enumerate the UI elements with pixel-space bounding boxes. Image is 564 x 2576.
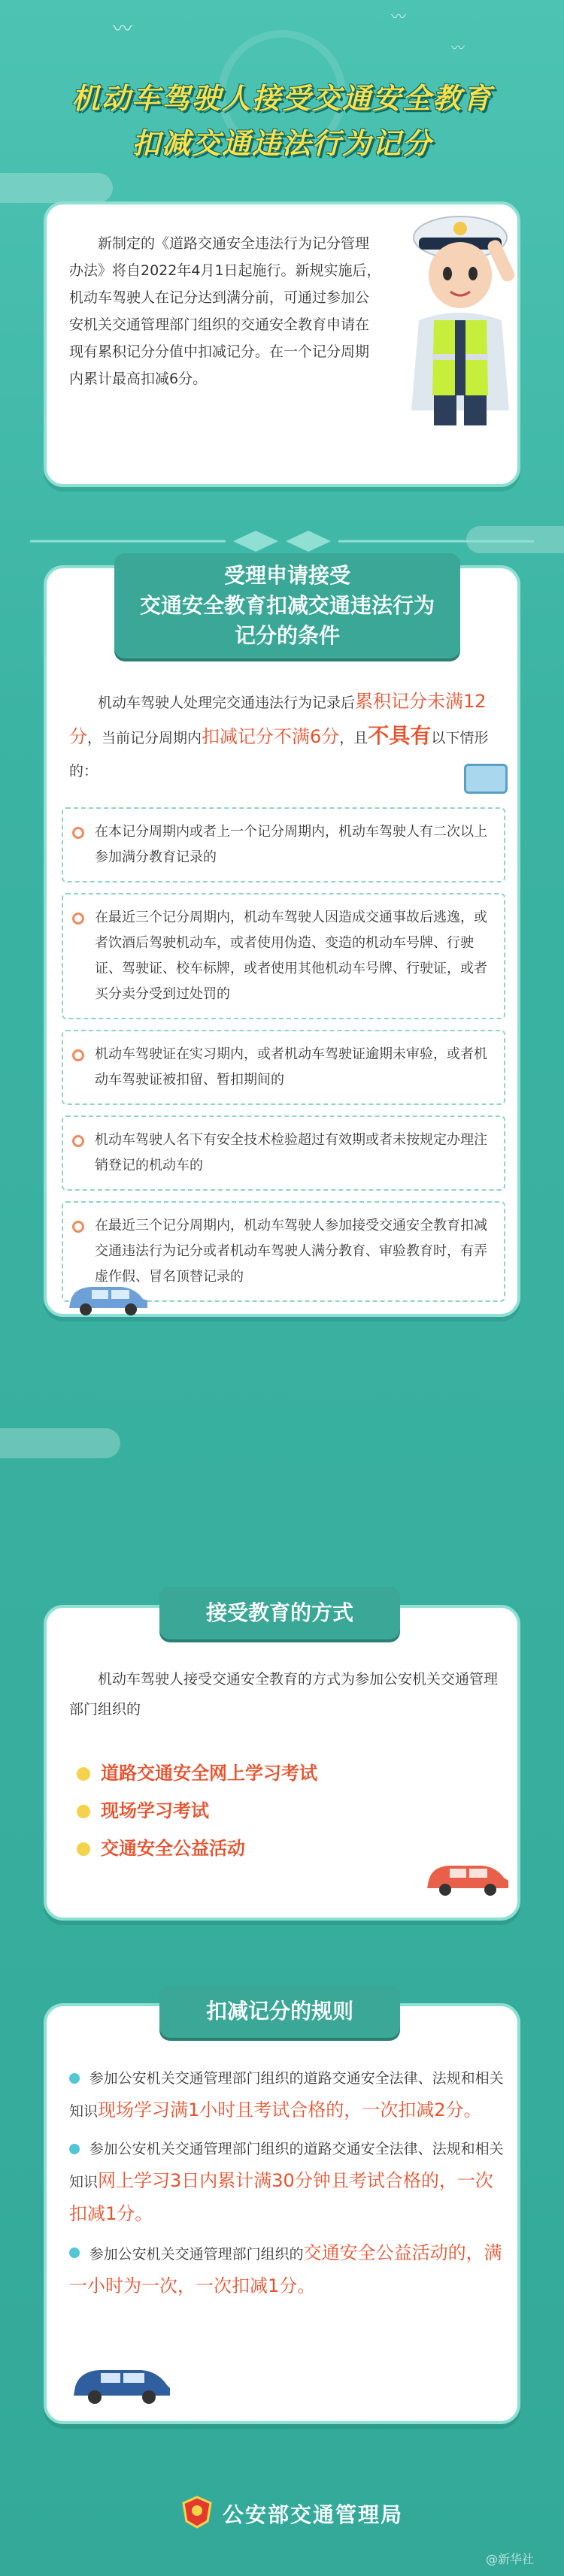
list-item bbox=[69, 2063, 505, 2127]
bullet-icon bbox=[77, 1805, 90, 1818]
rule-text: 参加公安机关交通管理部门组织的道路交通安全法律、法规和相关知识 bbox=[69, 2070, 504, 2120]
list-item bbox=[77, 1830, 453, 1867]
list-item bbox=[77, 1792, 453, 1830]
lead-text: ，当前记分周期内 bbox=[87, 730, 202, 746]
bird-icon: 〰 bbox=[113, 18, 133, 41]
rule-highlight: 交通安全公益活动的，满一小时为一次，一次扣减1分。 bbox=[69, 2242, 502, 2296]
list-item bbox=[69, 2133, 505, 2231]
education-ribbon: 接受教育的方式 bbox=[159, 1587, 400, 1639]
list-item bbox=[62, 1030, 505, 1105]
organization-name: 公安部交通管理局 bbox=[223, 2502, 404, 2527]
section-divider bbox=[0, 526, 564, 556]
list-item-text: 在最近三个记分周期内，机动车驾驶人因造成交通事故后逃逸，或者饮酒后驾驶机动车，或者使用伪造、变造的机动车号牌、行驶证、驾驶证、校车标牌，或者使用其他机动车号牌、行驶证，或者买分卖分受到过处罚的 bbox=[95, 910, 487, 1002]
rule-text: 参加公安机关交通管理部门组织的 bbox=[89, 2246, 304, 2263]
header bbox=[0, 0, 564, 188]
bullet-icon bbox=[72, 1135, 84, 1147]
list-item-text: 机动车驾驶人名下有安全技术检验超过有效期或者未按规定办理注销登记的机动车的 bbox=[95, 1132, 487, 1173]
footer bbox=[0, 2481, 564, 2541]
rules-card bbox=[44, 1999, 520, 2424]
rule-highlight: 网上学习3日内累计满30分钟且考试合格的，一次扣减1分。 bbox=[69, 2170, 493, 2224]
lead-text: 机动车驾驶人处理完交通违法行为记录后 bbox=[98, 695, 356, 711]
education-card bbox=[44, 1600, 520, 1921]
conditions-ribbon bbox=[114, 553, 460, 658]
bullet-icon bbox=[72, 913, 84, 925]
education-lead: 机动车驾驶人接受交通安全教育的方式为参加公安机关交通管理部门组织的 bbox=[69, 1671, 499, 1718]
driving-licence-icon bbox=[464, 764, 508, 794]
police-badge-icon bbox=[180, 2496, 214, 2529]
lead-text: ，且 bbox=[339, 730, 368, 746]
ribbon-text: 交通安全教育扣减交通违法行为 bbox=[139, 593, 435, 618]
page-title-line1: 机动车驾驶人接受交通安全教育 bbox=[71, 82, 493, 115]
blue-car-icon bbox=[63, 1278, 153, 1315]
bird-icon: 〰 bbox=[451, 41, 465, 56]
intro-text: 新制定的《道路交通安全违法行为记分管理办法》将自2022年4月1日起施行。新规实施后，机动车驾驶人在记分达到满分前，可通过参加公安机关交通管理部门组织的交通安全教育申请在现有累积记分分值中扣减记分。在一个记分周期内累计最高扣减6分。 bbox=[69, 235, 381, 387]
education-list bbox=[77, 1754, 453, 1867]
intro-card bbox=[44, 201, 520, 487]
lead-emphasis: 不具有 bbox=[368, 723, 432, 748]
rule-text: 参加公安机关交通管理部门组织的道路交通安全法律、法规和相关知识 bbox=[69, 2141, 504, 2190]
bullet-icon bbox=[72, 1221, 84, 1233]
conditions-lead bbox=[69, 685, 498, 788]
list-item bbox=[77, 1754, 453, 1792]
rules-ribbon: 扣减记分的规则 bbox=[159, 1985, 400, 2038]
bullet-icon bbox=[69, 2248, 80, 2258]
red-car-icon bbox=[423, 1852, 513, 1897]
bird-icon: 〰 bbox=[391, 8, 406, 26]
list-item-text: 在本记分周期内或者上一个记分周期内，机动车驾驶人有二次以上参加满分教育记录的 bbox=[95, 824, 487, 865]
list-item-text: 交通安全公益活动 bbox=[101, 1838, 245, 1859]
bullet-icon bbox=[69, 2073, 80, 2084]
bullet-icon bbox=[69, 2144, 80, 2154]
bullet-icon bbox=[72, 1049, 84, 1061]
lead-text: 以下情形的： bbox=[69, 730, 489, 779]
list-item bbox=[62, 893, 505, 1019]
bullet-icon bbox=[77, 1767, 90, 1781]
list-item bbox=[62, 1115, 505, 1191]
rule-highlight: 现场学习满1小时且考试合格的，一次扣减2分。 bbox=[98, 2099, 482, 2120]
list-item bbox=[62, 807, 505, 882]
list-item-text: 现场学习考试 bbox=[101, 1800, 209, 1821]
rules-list bbox=[69, 2063, 505, 2309]
bullet-icon bbox=[77, 1842, 90, 1856]
lead-highlight: 扣减记分不满6分 bbox=[202, 726, 340, 747]
list-item-text: 道路交通安全网上学习考试 bbox=[101, 1763, 317, 1784]
navy-car-icon bbox=[69, 2360, 174, 2405]
lead-highlight: 累积记分未满12分 bbox=[69, 691, 487, 747]
list-item-text: 在最近三个记分周期内，机动车驾驶人参加接受交通安全教育扣减交通违法行为记分或者机动车驾驶人满分教育、审验教育时，有弄虚作假、冒名顶替记录的 bbox=[95, 1218, 487, 1285]
cloud-decor bbox=[0, 1428, 120, 1458]
watermark: @新华社 bbox=[486, 2552, 535, 2566]
bullet-icon bbox=[72, 827, 84, 839]
list-item bbox=[69, 2237, 505, 2303]
ribbon-text: 受理申请接受 bbox=[223, 563, 350, 588]
conditions-list bbox=[62, 807, 505, 1312]
list-item-text: 机动车驾驶证在实习期内，或者机动车驾驶证逾期未审验，或者机动车驾驶证被扣留、暂扣期间的 bbox=[95, 1046, 487, 1088]
police-officer-illustration bbox=[389, 185, 532, 433]
page-title-line2: 扣减交通违法行为记分 bbox=[131, 127, 432, 160]
ribbon-text: 记分的条件 bbox=[234, 623, 340, 648]
conditions-card bbox=[44, 565, 520, 1317]
